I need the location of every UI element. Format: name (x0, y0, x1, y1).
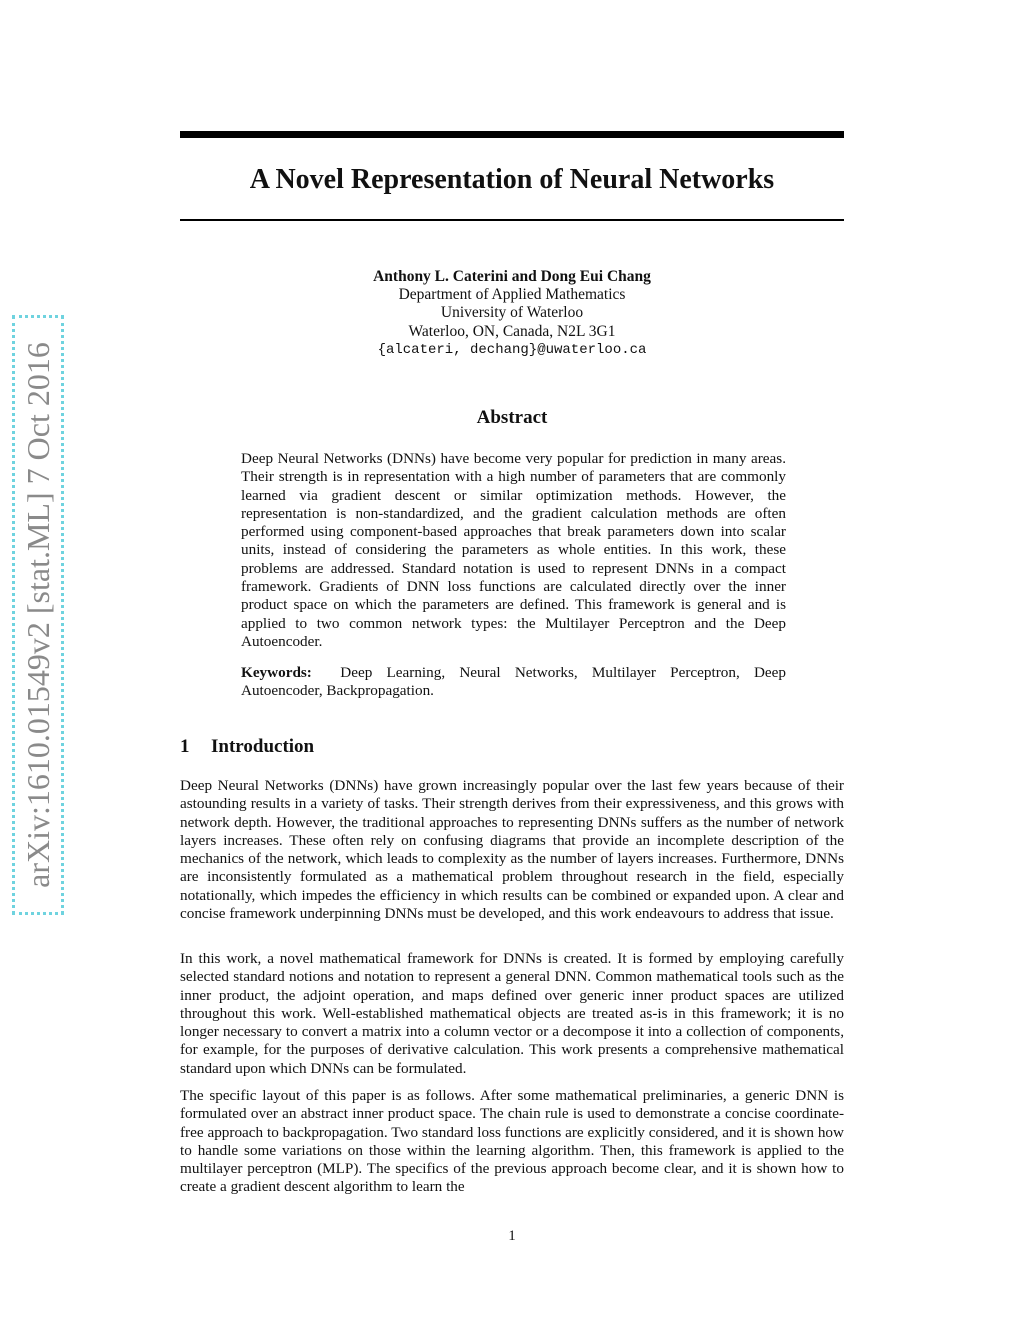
author-names: Anthony L. Caterini and Dong Eui Chang (373, 268, 651, 285)
author-email[interactable]: {alcateri, dechang}@uwaterloo.ca (377, 341, 647, 358)
keywords (241, 664, 786, 701)
section-heading-introduction (180, 735, 314, 759)
arxiv-identifier-stamp[interactable]: arXiv:1610.01549v2 [stat.ML] 7 Oct 2016 (12, 315, 64, 915)
author-block (180, 268, 844, 359)
intro-paragraph: The specific layout of this paper is as follows. After some mathematical preliminaries, a generic DNN is formulated over an abstract inner product space. The chain rule is used to demonstrate a concise coordinate-free approach to backpropagation. Two standard loss functions are explicitly considered, and it is shown how to handle some variations on those within the learning algorithm. Then, this framework is applied to the multilayer perceptron (MLP). The specifics of the previous approach become clear, and it is shown how to create a gradient descent algorithm to learn the (180, 1087, 844, 1196)
paper-title: A Novel Representation of Neural Networks (249, 164, 775, 195)
intro-paragraph: In this work, a novel mathematical framework for DNNs is created. It is formed by employing carefully selected standard notions and notation to represent a general DNN. Common mathematical tools such as the inner product, the adjoint operation, and maps defined over generic inner product spaces are utilized throughout this work. Well-established mathematical objects are treated as-is in this framework; it is no longer necessary to convert a matrix into a column vector or a decompose it into a collection of components, for example, for the purposes of derivative calculation. This work presents a comprehensive mathematical standard upon which DNNs can be formulated. (180, 950, 844, 1077)
intro-paragraph: Deep Neural Networks (DNNs) have grown increasingly popular over the last few years because of their astounding results in a variety of tasks. Their strength derives from their expressiveness, and this grows with network depth. However, the traditional approaches to representing DNNs suffers as the number of network layers increases. These often rely on confusing diagrams that provide an incomplete description of the mechanics of the network, which leads to complexity as the number of layers increases. Furthermore, DNNs are inconsistently formulated as a mathematical problem throughout research in the field, especially notationally, which impedes the efficiency in which results can be combined or expanded upon. A clear and concise framework underpinning DNNs must be developed, and this work endeavours to address that issue. (180, 777, 844, 923)
title-top-rule (180, 131, 844, 138)
keywords-label: Keywords: (241, 664, 312, 681)
page-number: 1 (508, 1228, 516, 1244)
abstract-text: Deep Neural Networks (DNNs) have become very popular for prediction in many areas. Their strength is in representation with a high number of parameters that are commonly learned via gradient descent or similar optimization methods. However, the representation is non-standardized, and the gradient calculation methods are often performed using component-based approaches that break parameters down into scalar units, instead of considering the parameters as whole entities. In this work, these problems are addressed. Standard notation is used to represent DNNs in a compact framework. Gradients of DNN loss functions are calculated directly over the inner product space on which the parameters are defined. This framework is general and is applied to two common network types: the Multilayer Perceptron and the Deep Autoencoder. (241, 450, 786, 650)
keywords-list: Deep Learning, Neural Networks, Multilayer Perceptron, Deep Autoencoder, Backpropagation. (241, 664, 786, 700)
affiliation-university: University of Waterloo (440, 304, 584, 322)
title-bottom-rule (180, 219, 844, 221)
affiliation-department: Department of Applied Mathematics (398, 286, 626, 304)
abstract-heading: Abstract (476, 407, 548, 428)
affiliation-address: Waterloo, ON, Canada, N2L 3G1 (408, 322, 616, 340)
section-number: 1 (180, 736, 190, 757)
section-title: Introduction (211, 736, 315, 757)
